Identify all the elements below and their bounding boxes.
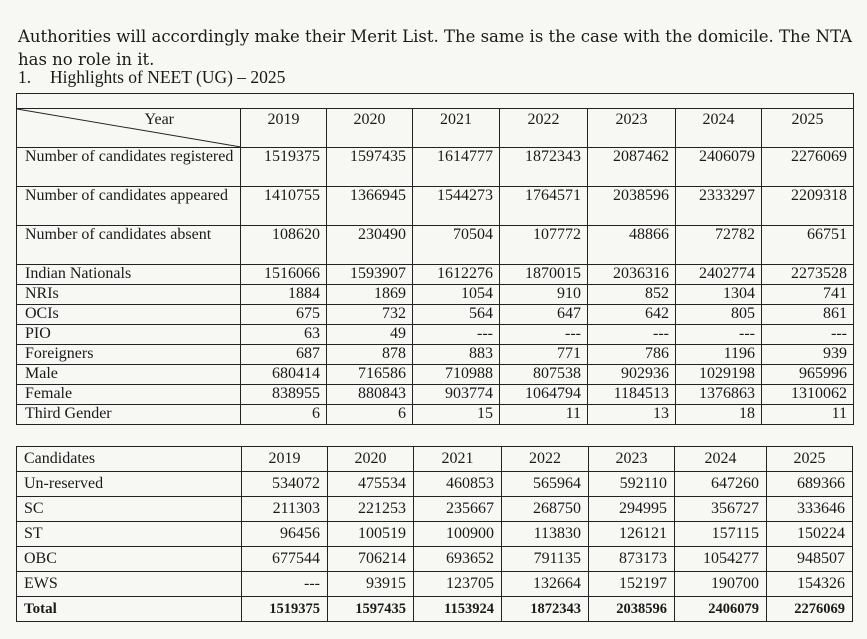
table-cell: 66751: [762, 226, 854, 265]
table-cell: 6: [327, 405, 413, 425]
table-row: [17, 385, 854, 405]
total-cell: 1872343: [502, 597, 589, 622]
table-cell: 48866: [588, 226, 676, 265]
table-cell: 2273528: [762, 265, 854, 285]
row-label: Un-reserved: [17, 472, 242, 497]
table-cell: 786: [588, 345, 676, 365]
total-cell: 1519375: [242, 597, 328, 622]
table-cell: 647260: [675, 472, 767, 497]
table-cell: 18: [676, 405, 762, 425]
table-cell: 1054277: [675, 547, 767, 572]
table-cell: 647: [500, 305, 588, 325]
table-cell: 113830: [502, 522, 589, 547]
table-cell: 72782: [676, 226, 762, 265]
table-cell: 70504: [413, 226, 500, 265]
row-label: ST: [17, 522, 242, 547]
row-label: Foreigners: [17, 345, 241, 365]
table-cell: 154326: [767, 572, 853, 597]
total-cell: 1153924: [414, 597, 502, 622]
table-cell: 680414: [241, 365, 327, 385]
table-cell: 157115: [675, 522, 767, 547]
year-header-2025: 2025: [762, 109, 854, 148]
total-row: [17, 597, 853, 622]
table-cell: 190700: [675, 572, 767, 597]
year-header-row: [17, 109, 854, 148]
year-corner-label: Year: [144, 111, 174, 128]
table-cell: ---: [588, 325, 676, 345]
table-cell: 883: [413, 345, 500, 365]
table-cell: 805: [676, 305, 762, 325]
table-cell: 460853: [414, 472, 502, 497]
table-cell: 96456: [242, 522, 328, 547]
section-title: Highlights of NEET (UG) – 2025: [50, 67, 286, 87]
row-label: Female: [17, 385, 241, 405]
candidates-header: Candidates: [17, 447, 242, 472]
table-cell: 1196: [676, 345, 762, 365]
table-cell: 11: [762, 405, 854, 425]
row-label: EWS: [17, 572, 242, 597]
table-cell: 1184513: [588, 385, 676, 405]
table-row: [17, 148, 854, 187]
row-label: OBC: [17, 547, 242, 572]
table-cell: 2036316: [588, 265, 676, 285]
table-cell: 689366: [767, 472, 853, 497]
table-cell: 948507: [767, 547, 853, 572]
table-cell: 294995: [589, 497, 675, 522]
row-label: NRIs: [17, 285, 241, 305]
table-cell: 873173: [589, 547, 675, 572]
table-cell: 221253: [328, 497, 414, 522]
table-cell: 49: [327, 325, 413, 345]
table-cell: 741: [762, 285, 854, 305]
table-cell: ---: [676, 325, 762, 345]
total-label: Total: [17, 597, 242, 622]
table-row: [17, 472, 853, 497]
table-cell: 2333297: [676, 187, 762, 226]
row-label: PIO: [17, 325, 241, 345]
table-cell: 1376863: [676, 385, 762, 405]
table-cell: 268750: [502, 497, 589, 522]
table-cell: 1310062: [762, 385, 854, 405]
table-cell: 211303: [242, 497, 328, 522]
table-cell: 965996: [762, 365, 854, 385]
year-header-2025: 2025: [767, 447, 853, 472]
table-cell: 1597435: [327, 148, 413, 187]
table-cell: 1544273: [413, 187, 500, 226]
table-cell: 807538: [500, 365, 588, 385]
table-row: [17, 405, 854, 425]
year-header-2019: 2019: [242, 447, 328, 472]
table-cell: 1884: [241, 285, 327, 305]
table-cell: 706214: [328, 547, 414, 572]
table-cell: 771: [500, 345, 588, 365]
table-cell: 230490: [327, 226, 413, 265]
table-cell: 150224: [767, 522, 853, 547]
table-row: [17, 285, 854, 305]
table-cell: 333646: [767, 497, 853, 522]
table-row: [17, 187, 854, 226]
table-cell: 642: [588, 305, 676, 325]
table-cell: 1612276: [413, 265, 500, 285]
table-row: [17, 305, 854, 325]
table-cell: 1764571: [500, 187, 588, 226]
table-cell: 1869: [327, 285, 413, 305]
total-cell: 1597435: [328, 597, 414, 622]
table-cell: 564: [413, 305, 500, 325]
table-cell: 903774: [413, 385, 500, 405]
table-cell: 100519: [328, 522, 414, 547]
table-row: [17, 226, 854, 265]
table-cell: 132664: [502, 572, 589, 597]
table-cell: 861: [762, 305, 854, 325]
table-cell: 1366945: [327, 187, 413, 226]
table-cell: 107772: [500, 226, 588, 265]
row-label: Male: [17, 365, 241, 385]
table-cell: ---: [242, 572, 328, 597]
table-row: [17, 265, 854, 285]
table-cell: 565964: [502, 472, 589, 497]
row-label: OCIs: [17, 305, 241, 325]
table-cell: 1872343: [500, 148, 588, 187]
table-cell: 13: [588, 405, 676, 425]
table-cell: 11: [500, 405, 588, 425]
row-label: Number of candidates absent: [17, 226, 241, 265]
table-row: [17, 325, 854, 345]
table-row: [17, 345, 854, 365]
table-cell: 1593907: [327, 265, 413, 285]
table-cell: 126121: [589, 522, 675, 547]
section-number: 1.: [18, 67, 32, 87]
table-row: [17, 497, 853, 522]
table-cell: 910: [500, 285, 588, 305]
row-label: Third Gender: [17, 405, 241, 425]
table-row: [17, 522, 853, 547]
year-header-2023: 2023: [588, 109, 676, 148]
row-label: SC: [17, 497, 242, 522]
table-cell: 1410755: [241, 187, 327, 226]
year-header-2024: 2024: [675, 447, 767, 472]
year-header-2022: 2022: [502, 447, 589, 472]
table-cell: 2276069: [762, 148, 854, 187]
table-cell: ---: [762, 325, 854, 345]
neet-highlights-table: [16, 93, 854, 425]
diagonal-corner-cell: [17, 109, 241, 148]
table-cell: 939: [762, 345, 854, 365]
year-header-2020: 2020: [327, 109, 413, 148]
row-label: Number of candidates appeared: [17, 187, 241, 226]
table-cell: 2209318: [762, 187, 854, 226]
table-cell: 2402774: [676, 265, 762, 285]
row-label: Number of candidates registered: [17, 148, 241, 187]
table-cell: 675: [241, 305, 327, 325]
table-cell: 1064794: [500, 385, 588, 405]
table-cell: 152197: [589, 572, 675, 597]
year-header-2022: 2022: [500, 109, 588, 148]
section-heading: [18, 67, 285, 88]
total-cell: 2406079: [675, 597, 767, 622]
table-cell: 63: [241, 325, 327, 345]
table-cell: 1304: [676, 285, 762, 305]
table-cell: 123705: [414, 572, 502, 597]
table-cell: 534072: [242, 472, 328, 497]
table-cell: 6: [241, 405, 327, 425]
table-cell: 693652: [414, 547, 502, 572]
table-cell: 1870015: [500, 265, 588, 285]
table-top-gap-row: [17, 94, 854, 109]
year-header-2019: 2019: [241, 109, 327, 148]
table-cell: 716586: [327, 365, 413, 385]
table-cell: 687: [241, 345, 327, 365]
table-cell: 732: [327, 305, 413, 325]
total-cell: 2038596: [589, 597, 675, 622]
table-cell: 235667: [414, 497, 502, 522]
table-cell: 852: [588, 285, 676, 305]
year-header-2024: 2024: [676, 109, 762, 148]
table-cell: ---: [413, 325, 500, 345]
year-header-2021: 2021: [413, 109, 500, 148]
table-cell: 475534: [328, 472, 414, 497]
table-cell: 592110: [589, 472, 675, 497]
table-row: [17, 547, 853, 572]
table-cell: 791135: [502, 547, 589, 572]
table-cell: 838955: [241, 385, 327, 405]
row-label: Indian Nationals: [17, 265, 241, 285]
table-cell: 710988: [413, 365, 500, 385]
table-cell: 108620: [241, 226, 327, 265]
table-cell: 2406079: [676, 148, 762, 187]
year-header-2023: 2023: [589, 447, 675, 472]
diagonal-line: [17, 109, 241, 147]
table-cell: 1614777: [413, 148, 500, 187]
table-row: [17, 365, 854, 385]
table-cell: 1054: [413, 285, 500, 305]
category-header-row: [17, 447, 853, 472]
intro-paragraph: Authorities will accordingly make their Merit List. The same is the case with the domicile. The NTA has no role in it.: [18, 26, 853, 69]
category-table: [16, 446, 853, 622]
table-cell: 1519375: [241, 148, 327, 187]
table-cell: 93915: [328, 572, 414, 597]
total-cell: 2276069: [767, 597, 853, 622]
table-cell: 356727: [675, 497, 767, 522]
table-cell: 15: [413, 405, 500, 425]
table-cell: 1029198: [676, 365, 762, 385]
table-cell: 902936: [588, 365, 676, 385]
year-header-2020: 2020: [328, 447, 414, 472]
table-cell: 100900: [414, 522, 502, 547]
table-cell: 2087462: [588, 148, 676, 187]
table-cell: 880843: [327, 385, 413, 405]
table-cell: 677544: [242, 547, 328, 572]
table-cell: ---: [500, 325, 588, 345]
table-cell: 878: [327, 345, 413, 365]
table-row: [17, 572, 853, 597]
year-header-2021: 2021: [414, 447, 502, 472]
table-cell: 2038596: [588, 187, 676, 226]
table-cell: 1516066: [241, 265, 327, 285]
